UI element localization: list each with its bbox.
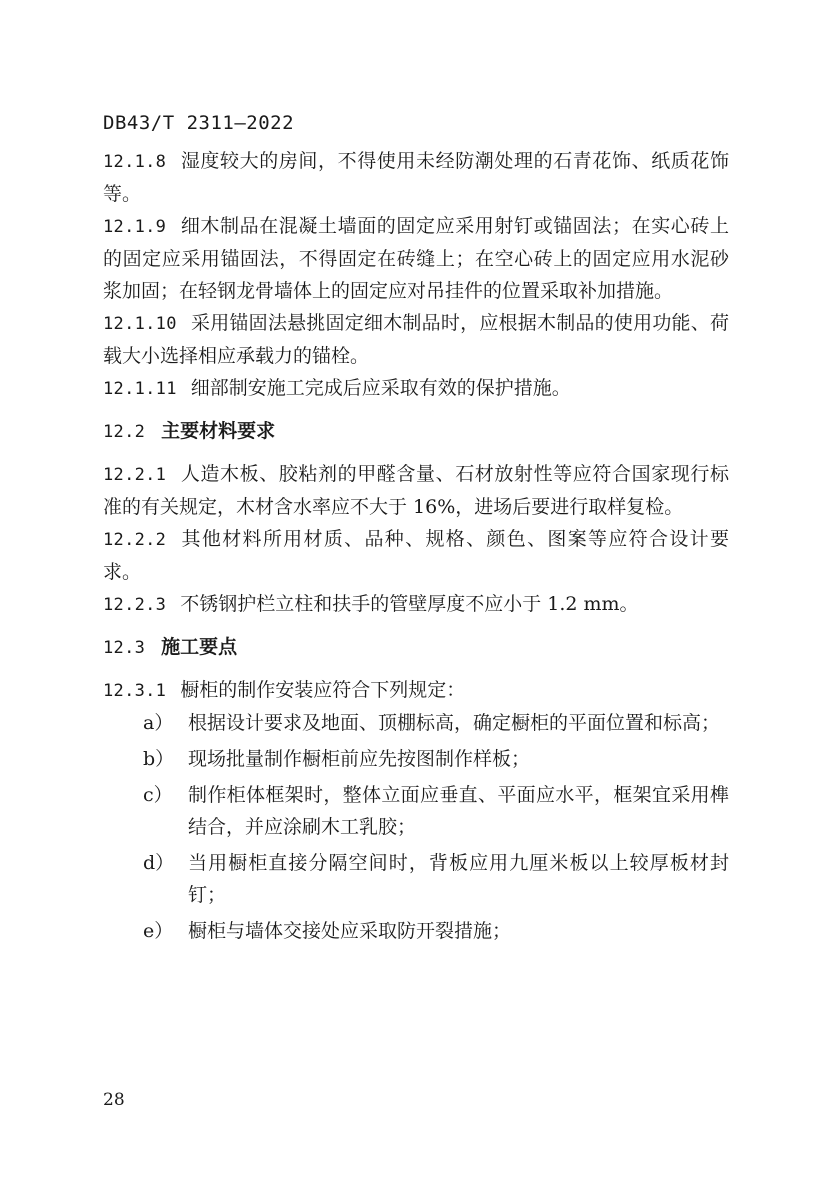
document-id-header: DB43/T 2311—2022	[103, 112, 295, 134]
section-title: 施工要点	[161, 636, 238, 658]
list-marker: e）	[143, 920, 174, 942]
section-heading-12-2	[103, 415, 729, 448]
clause-paragraph	[103, 210, 729, 307]
clause-12-3-1	[103, 674, 729, 707]
list-item-text: 当用橱柜直接分隔空间时，背板应用九厘米板以上较厚板材封钉；	[188, 852, 729, 906]
clause-number: 12.2.1	[103, 465, 167, 485]
clause-number: 12.1.10	[103, 314, 177, 334]
clause-number: 12.1.11	[103, 379, 177, 399]
section-title: 主要材料要求	[161, 420, 276, 442]
clause-text: 细部制安施工完成后应采取有效的保护措施。	[190, 377, 571, 399]
list-marker: d）	[143, 852, 175, 874]
requirements-list	[103, 707, 729, 947]
clause-number: 12.1.8	[103, 152, 167, 172]
clause-paragraph	[103, 372, 729, 405]
page-number: 28	[103, 1090, 125, 1110]
document-body	[103, 145, 729, 951]
list-marker: a）	[143, 712, 174, 734]
list-item	[103, 743, 729, 775]
list-item-text: 制作柜体框架时，整体立面应垂直、平面应水平，框架宜采用榫结合，并应涂刷木工乳胶；	[188, 784, 729, 838]
clause-number: 12.2.2	[103, 530, 167, 550]
clause-number: 12.3.1	[103, 681, 167, 701]
list-marker: c）	[143, 784, 173, 806]
list-item	[103, 847, 729, 911]
clause-text: 橱柜的制作安装应符合下列规定：	[180, 679, 466, 701]
list-item	[103, 779, 729, 843]
clause-paragraph	[103, 307, 729, 372]
clause-number: 12.1.9	[103, 217, 167, 237]
section-number: 12.2	[103, 422, 146, 442]
clause-text: 人造木板、胶粘剂的甲醛含量、石材放射性等应符合国家现行标准的有关规定，木材含水率应不大于 16%，进场后要进行取样复检。	[103, 463, 729, 518]
clause-text: 细木制品在混凝土墙面的固定应采用射钉或锚固法；在实心砖上的固定应采用锚固法，不得固定在砖缝上；在空心砖上的固定应用水泥砂浆加固；在轻钢龙骨墙体上的固定应对吊挂件的位置采取补加措施。	[103, 215, 729, 302]
section-number: 12.3	[103, 638, 146, 658]
clause-group-12-1	[103, 145, 729, 405]
clause-paragraph	[103, 458, 729, 523]
list-item-text: 根据设计要求及地面、顶棚标高，确定橱柜的平面位置和标高；	[188, 712, 721, 734]
list-marker: b）	[143, 748, 175, 770]
list-item	[103, 915, 729, 947]
clause-number: 12.2.3	[103, 595, 167, 615]
section-heading-12-3	[103, 631, 729, 664]
clause-paragraph	[103, 145, 729, 210]
clause-paragraph	[103, 588, 729, 621]
list-item-text: 橱柜与墙体交接处应采取防开裂措施；	[188, 920, 512, 942]
clause-text: 采用锚固法悬挑固定细木制品时，应根据木制品的使用功能、荷载大小选择相应承载力的锚栓。	[103, 312, 729, 367]
list-item	[103, 707, 729, 739]
clause-text: 不锈钢护栏立柱和扶手的管壁厚度不应小于 1.2 mm。	[180, 593, 639, 615]
clause-paragraph	[103, 523, 729, 588]
clause-text: 其他材料所用材质、品种、规格、颜色、图案等应符合设计要求。	[103, 528, 729, 583]
clause-text: 湿度较大的房间，不得使用未经防潮处理的石青花饰、纸质花饰等。	[103, 150, 729, 205]
list-item-text: 现场批量制作橱柜前应先按图制作样板；	[188, 748, 531, 770]
clause-group-12-2	[103, 458, 729, 621]
